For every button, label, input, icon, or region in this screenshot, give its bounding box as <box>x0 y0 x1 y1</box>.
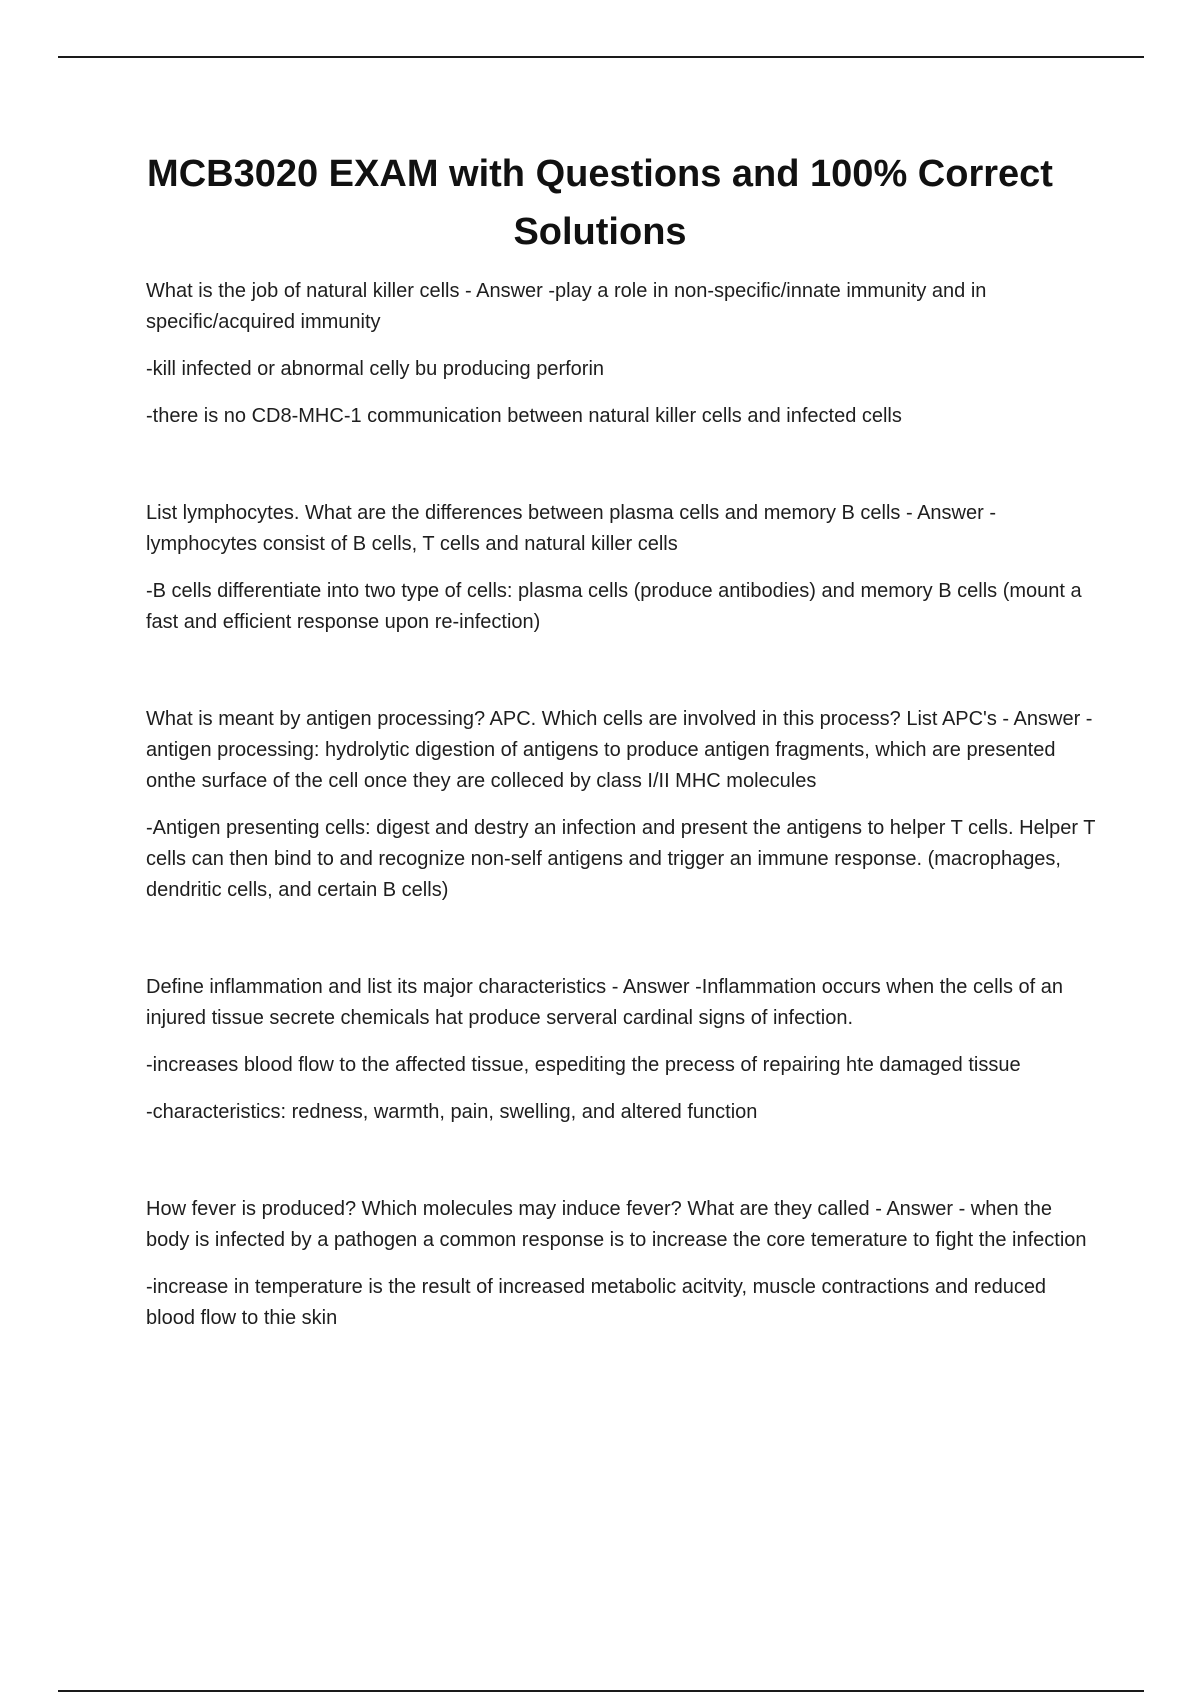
answer-point: -there is no CD8-MHC-1 communication between natural killer cells and infected cells <box>146 405 902 427</box>
question-answer-text: List lymphocytes. What are the differences between plasma cells and memory B cells - Answer - lymphocytes consist of B cells, T cells and natural killer cells <box>146 502 996 555</box>
question-answer-text: How fever is produced? Which molecules may induce fever? What are they called - Answer - when the body is infected by a pathogen a common response is to increase the core temerature to fight the infection <box>146 1198 1087 1251</box>
answer-point: -Antigen presenting cells: digest and destry an infection and present the antigens to helper T cells. Helper T cells can then bind to and recognize non-self antigens and trigger an immune response. (macrophages, dendritic cells, and certain B cells) <box>146 817 1096 901</box>
answer-point: -increases blood flow to the affected tissue, espediting the precess of repairing hte damaged tissue <box>146 1054 1021 1076</box>
question-answer-text: What is meant by antigen processing? APC. Which cells are involved in this process? List APC's - Answer -antigen processing: hydrolytic digestion of antigens to produce antigen fragments, which are presented onthe surface of the cell once they are colleced by class I/II MHC molecules <box>146 708 1093 792</box>
question-answer-text: Define inflammation and list its major characteristics - Answer -Inflammation occurs when the cells of an injured tissue secrete chemicals hat produce serveral cardinal signs of infection. <box>146 976 1064 1029</box>
document-title: MCB3020 EXAM with Questions and 100% Correct Solutions <box>147 153 1053 253</box>
footer-rule <box>58 1690 1144 1692</box>
qa-entry <box>146 704 1096 906</box>
qa-entry <box>146 1194 1096 1334</box>
header-rule <box>58 56 1144 58</box>
qa-entry <box>146 498 1096 638</box>
answer-point: -kill infected or abnormal celly bu producing perforin <box>146 358 605 380</box>
qa-entry <box>146 972 1096 1128</box>
qa-entry <box>146 276 1096 432</box>
answer-point: -B cells differentiate into two type of cells: plasma cells (produce antibodies) and memory B cells (mount a fast and efficient response upon re-infection) <box>146 580 1082 633</box>
answer-point: -characteristics: redness, warmth, pain, swelling, and altered function <box>146 1101 758 1123</box>
qa-list <box>146 276 1096 1400</box>
answer-point: -increase in temperature is the result of increased metabolic acitvity, muscle contractions and reduced blood flow to thie skin <box>146 1276 1047 1329</box>
question-answer-text: What is the job of natural killer cells - Answer -play a role in non-specific/innate immunity and in specific/acquired immunity <box>146 280 987 333</box>
